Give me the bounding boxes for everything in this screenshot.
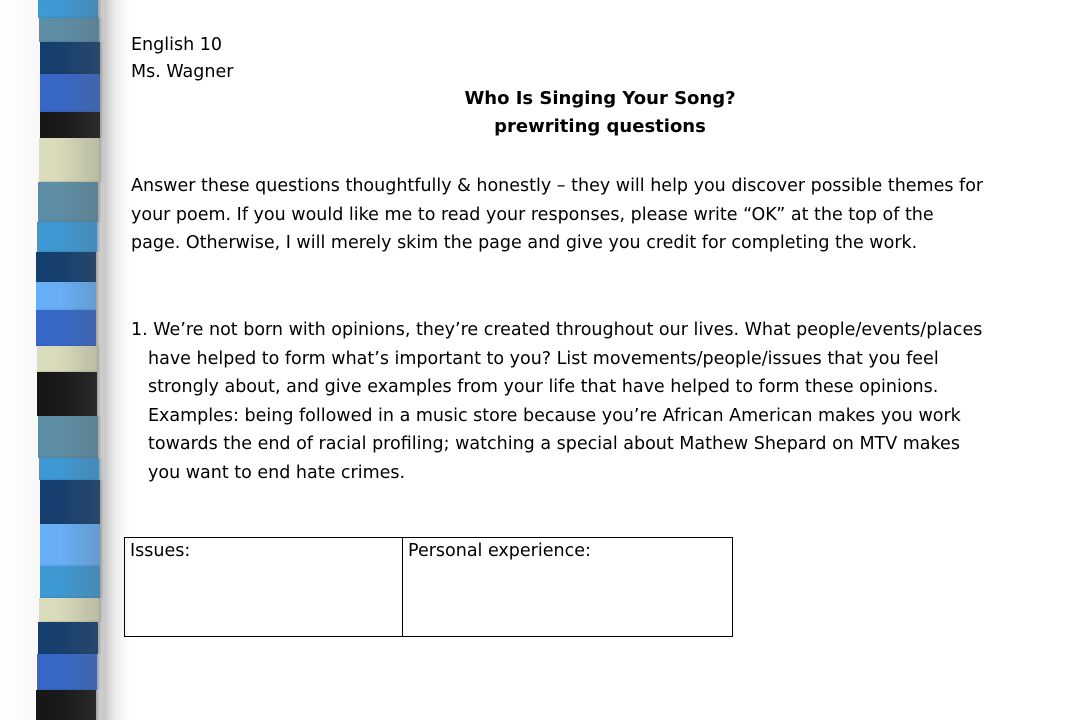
issues-header: Issues: xyxy=(130,541,191,561)
instructions-line: page. Otherwise, I will merely skim the page and give you credit for completing the work. xyxy=(131,233,918,253)
page-subtitle: prewriting questions xyxy=(494,116,706,137)
instructions-line: Answer these questions thoughtfully & honestly – they will help you discover possible themes for xyxy=(131,176,984,196)
personal-experience-cell[interactable] xyxy=(403,538,733,637)
personal-experience-header: Personal experience: xyxy=(408,541,591,561)
question-1 xyxy=(131,316,1076,488)
question-line: 1. We’re not born with opinions, they’re created throughout our lives. What people/events/places xyxy=(131,320,983,340)
course-name: English 10 xyxy=(131,35,223,55)
question-line: Examples: being followed in a music store because you’re African American makes you work xyxy=(148,405,961,426)
page-title: Who Is Singing Your Song? xyxy=(464,88,736,109)
answer-table xyxy=(124,537,733,637)
issues-cell[interactable] xyxy=(125,538,403,637)
instructions-paragraph xyxy=(131,172,1071,258)
question-line: strongly about, and give examples from your life that have helped to form these opinions. xyxy=(148,377,939,398)
border-shadow xyxy=(0,0,130,720)
question-line: towards the end of racial profiling; watching a special about Mathew Shepard on MTV makes xyxy=(148,434,960,455)
decorative-border xyxy=(0,0,130,720)
question-line: have helped to form what’s important to you? List movements/people/issues that you feel xyxy=(148,348,939,369)
question-line: you want to end hate crimes. xyxy=(148,462,406,483)
teacher-name: Ms. Wagner xyxy=(131,62,234,82)
instructions-line: your poem. If you would like me to read your responses, please write “OK” at the top of the xyxy=(131,204,934,225)
